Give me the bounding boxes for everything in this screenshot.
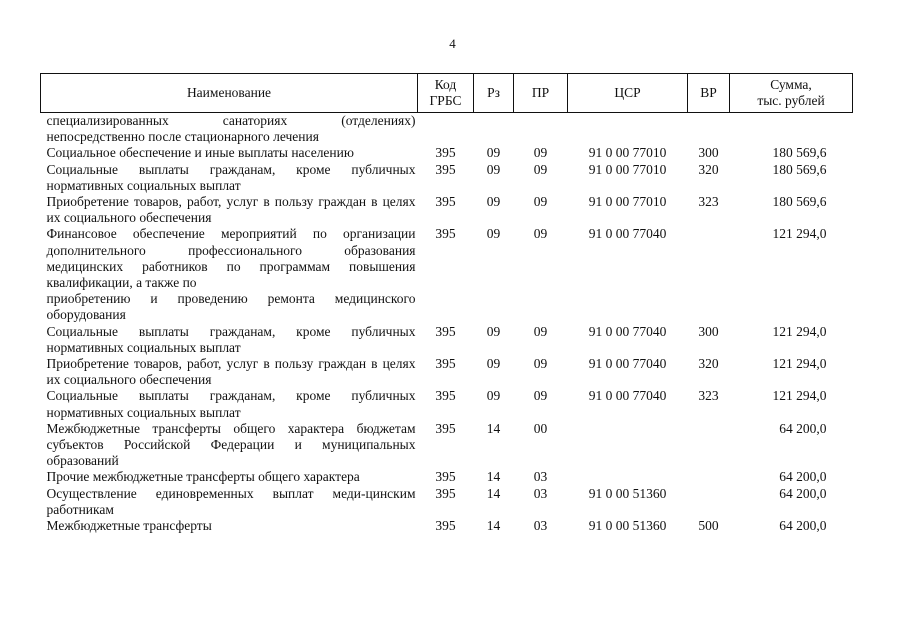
header-name: Наименование <box>41 74 418 113</box>
cell-csr: 91 0 00 77040 <box>588 356 667 372</box>
cell-pr: 09 <box>533 323 548 339</box>
table-row <box>41 162 853 194</box>
cell-code: 395 <box>435 194 456 210</box>
cell-code: 395 <box>435 485 456 501</box>
table-row <box>41 113 853 146</box>
cell-vr: 300 <box>698 323 719 339</box>
cell-pr: 09 <box>533 194 548 210</box>
cell-name: Финансовое обеспечение мероприятий по организации дополнительного профессионального образования медицинских работников по программам повышения квалификации, а также по приобретению и проведению ремонта медицинского оборудования <box>46 226 416 323</box>
cell-csr: 91 0 00 77040 <box>588 388 667 404</box>
cell-code: 395 <box>435 226 456 242</box>
cell-pr <box>514 113 568 146</box>
cell-pr: 09 <box>533 161 548 177</box>
cell-sum: 121 294,0 <box>772 356 827 372</box>
table-row <box>41 486 853 518</box>
cell-name: Социальные выплаты гражданам, кроме публичных нормативных социальных выплат <box>46 323 416 355</box>
cell-code: 395 <box>435 356 456 372</box>
cell-csr: 91 0 00 51360 <box>588 485 667 501</box>
header-vr: ВР <box>688 74 730 113</box>
table-row <box>41 145 853 161</box>
cell-vr: 320 <box>698 161 719 177</box>
cell-csr: 91 0 00 51360 <box>588 518 667 534</box>
cell-rz: 14 <box>486 518 501 534</box>
cell-csr <box>568 113 688 146</box>
cell-csr: 91 0 00 77040 <box>588 323 667 339</box>
cell-name: Социальные выплаты гражданам, кроме публичных нормативных социальных выплат <box>46 161 416 193</box>
cell-sum: 64 200,0 <box>779 469 827 485</box>
table-row <box>41 226 853 323</box>
cell-name: Социальные выплаты гражданам, кроме публичных нормативных социальных выплат <box>46 388 416 420</box>
cell-rz: 09 <box>486 323 501 339</box>
cell-code: 395 <box>435 469 456 485</box>
cell-vr <box>688 486 730 518</box>
cell-code: 395 <box>435 145 456 161</box>
cell-csr <box>568 469 688 485</box>
cell-rz: 09 <box>486 356 501 372</box>
table-row <box>41 469 853 485</box>
cell-sum: 180 569,6 <box>772 161 827 177</box>
cell-rz: 09 <box>486 145 501 161</box>
cell-rz: 14 <box>486 485 501 501</box>
cell-pr: 00 <box>533 420 548 436</box>
cell-sum: 64 200,0 <box>779 518 827 534</box>
cell-name: Приобретение товаров, работ, услуг в пользу граждан в целях их социального обеспечения <box>46 356 416 388</box>
cell-rz: 14 <box>486 469 501 485</box>
cell-vr: 323 <box>698 388 719 404</box>
cell-pr: 09 <box>533 226 548 242</box>
header-pr: ПР <box>514 74 568 113</box>
cell-pr: 03 <box>533 485 548 501</box>
cell-pr: 09 <box>533 145 548 161</box>
budget-table <box>40 73 853 534</box>
cell-pr: 09 <box>533 388 548 404</box>
table-row <box>41 421 853 470</box>
cell-name: Межбюджетные трансферты общего характера бюджетам субъектов Российской Федерации и муниципальных образований <box>46 420 416 469</box>
cell-csr: 91 0 00 77010 <box>588 194 667 210</box>
header-rz: Рз <box>474 74 514 113</box>
page-number: 4 <box>449 36 456 51</box>
cell-name: Социальное обеспечение и иные выплаты населению <box>46 145 354 161</box>
cell-sum: 121 294,0 <box>772 323 827 339</box>
cell-rz: 14 <box>486 420 501 436</box>
cell-sum: 121 294,0 <box>772 388 827 404</box>
cell-code <box>418 113 474 146</box>
cell-sum: 121 294,0 <box>772 226 827 242</box>
cell-code: 395 <box>435 161 456 177</box>
cell-pr: 09 <box>533 356 548 372</box>
table-body <box>41 113 853 535</box>
cell-rz: 09 <box>486 388 501 404</box>
cell-code: 395 <box>435 323 456 339</box>
table-header-row <box>41 74 853 113</box>
cell-pr: 03 <box>533 518 548 534</box>
cell-csr <box>568 421 688 470</box>
cell-name: Приобретение товаров, работ, услуг в пользу граждан в целях их социального обеспечения <box>46 194 416 226</box>
cell-vr <box>688 113 730 146</box>
header-csr: ЦСР <box>568 74 688 113</box>
cell-sum: 64 200,0 <box>779 485 827 501</box>
header-code: Код ГРБС <box>418 74 474 113</box>
cell-rz: 09 <box>486 226 501 242</box>
cell-sum <box>730 113 853 146</box>
cell-csr: 91 0 00 77040 <box>588 226 667 242</box>
cell-sum: 64 200,0 <box>779 420 827 436</box>
cell-csr: 91 0 00 77010 <box>588 145 667 161</box>
cell-vr: 323 <box>698 194 719 210</box>
cell-vr: 300 <box>698 145 719 161</box>
cell-vr <box>688 421 730 470</box>
cell-name: Осуществление единовременных выплат меди-цинским работникам <box>46 485 416 517</box>
header-sum: Сумма, тыс. рублей <box>730 74 853 113</box>
cell-name: Прочие межбюджетные трансферты общего характера <box>46 469 360 485</box>
cell-name: специализированных санаториях (отделениях) непосредственно после стационарного лечения <box>46 113 416 145</box>
cell-rz <box>474 113 514 146</box>
cell-vr <box>688 226 730 323</box>
cell-code: 395 <box>435 518 456 534</box>
cell-rz: 09 <box>486 194 501 210</box>
table-row <box>41 388 853 420</box>
cell-vr: 320 <box>698 356 719 372</box>
cell-sum: 180 569,6 <box>772 194 827 210</box>
cell-csr: 91 0 00 77010 <box>588 161 667 177</box>
cell-vr: 500 <box>698 518 719 534</box>
table-row <box>41 324 853 356</box>
cell-pr: 03 <box>533 469 548 485</box>
cell-rz: 09 <box>486 161 501 177</box>
table-row <box>41 518 853 534</box>
cell-code: 395 <box>435 420 456 436</box>
cell-name: Межбюджетные трансферты <box>46 518 212 534</box>
cell-sum: 180 569,6 <box>772 145 827 161</box>
table-row <box>41 194 853 226</box>
cell-vr <box>688 469 730 485</box>
cell-code: 395 <box>435 388 456 404</box>
table-row <box>41 356 853 388</box>
